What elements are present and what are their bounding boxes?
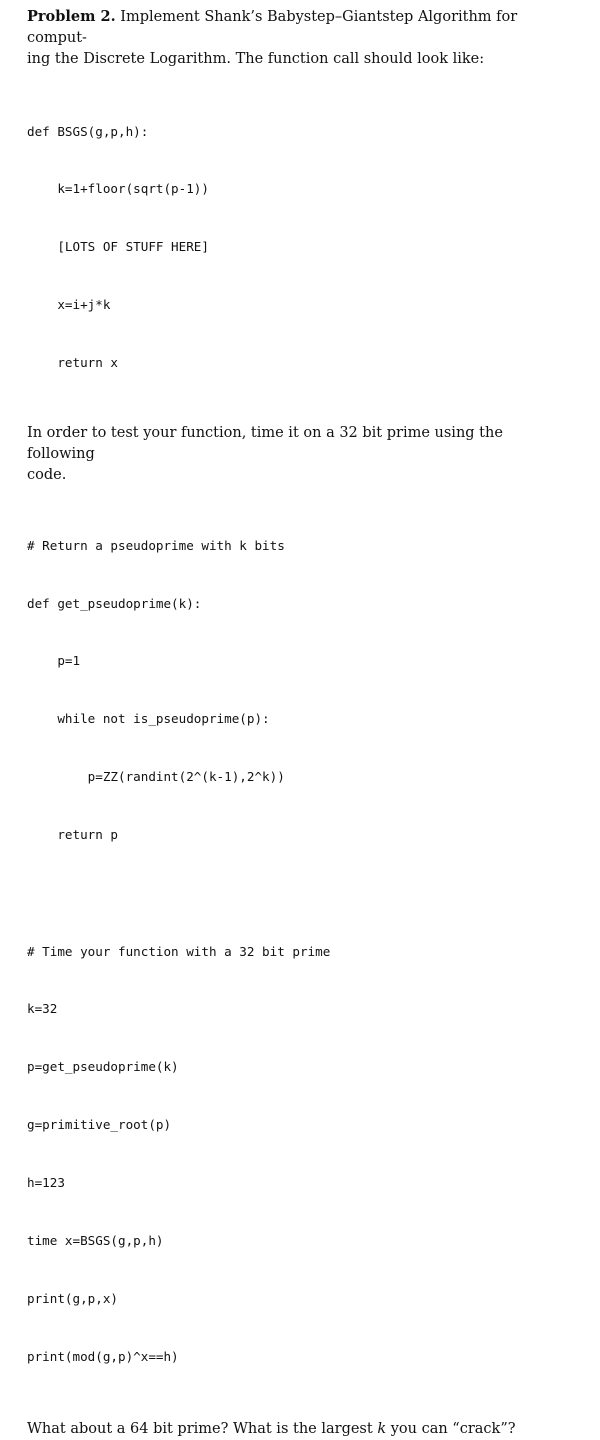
code-line: k=32 [27,1001,58,1017]
code-block-pseudoprime [27,497,575,883]
code-line: return x [27,355,118,371]
code-line: g=primitive_root(p) [27,1117,172,1133]
code-block-timing [27,903,575,1405]
code-line: # Return a pseudoprime with k bits [27,537,285,553]
test-instructions [27,423,575,486]
question-text-part1: What about a 64 bit prime? What is the largest [27,1420,378,1437]
code-line: while not is_pseudoprime(p): [27,711,270,727]
code-line: def get_pseudoprime(k): [27,595,202,611]
code-line: [LOTS OF STUFF HERE] [27,239,209,255]
code-line: h=123 [27,1175,65,1191]
code-line: p=get_pseudoprime(k) [27,1059,179,1075]
code-line: p=ZZ(randint(2^(k-1),2^k)) [27,769,285,785]
problem-text-line2: ing the Discrete Logarithm. The function call should look like: [27,51,485,67]
code-line: return p [27,827,118,843]
code-line: # Time your function with a 32 bit prime [27,943,331,959]
problem-label: Problem 2. [27,8,116,25]
code-line: print(mod(g,p)^x==h) [27,1348,179,1364]
code-line: def BSGS(g,p,h): [27,123,149,139]
closing-question [27,1419,575,1440]
code-line: p=1 [27,653,81,669]
code-line: k=1+floor(sqrt(p-1)) [27,181,209,197]
code-line: print(g,p,x) [27,1290,118,1306]
test-instructions-line1: In order to test your function, time it on a 32 bit prime using the following [27,425,503,463]
question-variable-k: k [377,1420,387,1437]
code-block-bsgs [27,83,575,411]
problem-text-line1: Implement Shank’s Babystep–Giantstep Algorithm for comput- [27,9,518,46]
problem-statement [27,6,575,70]
document-page [27,6,575,1440]
question-text-part2: you can “crack”? [386,1420,516,1437]
test-instructions-line2: code. [27,467,67,484]
code-line: time x=BSGS(g,p,h) [27,1233,164,1249]
code-line: x=i+j*k [27,297,111,313]
